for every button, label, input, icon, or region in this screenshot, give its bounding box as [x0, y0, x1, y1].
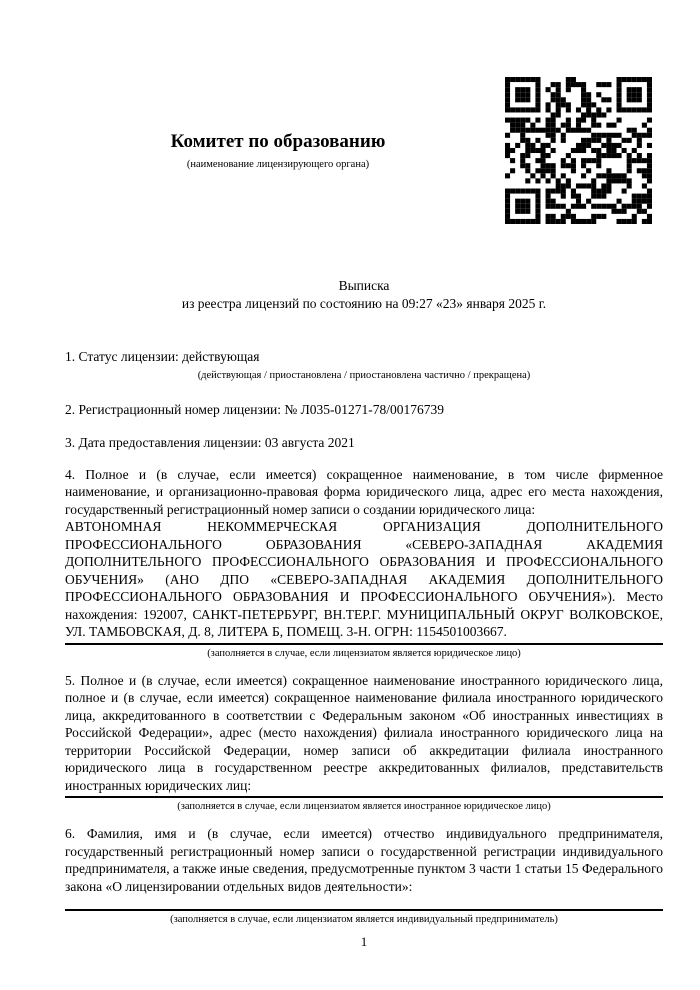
document-body — [65, 348, 663, 951]
item-3-grant-date: 3. Дата предоставления лицензии: 03 августа 2021 — [65, 435, 355, 450]
document-title-line2: из реестра лицензий по состоянию на 09:27 «23» января 2025 г. — [181, 296, 547, 311]
divider-line — [65, 909, 663, 911]
item-1-license-status: 1. Статус лицензии: действующая — [65, 349, 260, 364]
document-title — [65, 277, 663, 313]
item-5-foreign-entity: 5. Полное и (в случае, если имеется) сокращенное наименование иностранного юридического лица, полное и (в случае, если имеется) сокращенное наименование филиала иностранного юридического лица, аккредитованного в соответствии с Федеральным законом «Об иностранных инвестициях в Российской Федерации», адрес (место нахождения) филиала иностранного юридического лица на территории Российской Федерации, номер записи об аккредитации филиала иностранного юридического лица в государственном реестре аккредитованных филиалов, представительств иностранных юридических лиц: — [65, 672, 663, 793]
page-number: 1 — [360, 934, 368, 949]
item-6-individual-entrepreneur: 6. Фамилия, имя и (в случае, если имеется) отчество индивидуального предпринимателя, государственный регистрационный номер записи о государственной регистрации индивидуального предпринимателя, а также иные сведения, предусмотренные пунктом 3 части 1 статьи 15 Федерального закона «О лицензировании отдельных видов деятельности»: — [65, 826, 663, 894]
item-5-caption: (заполняется в случае, если лицензиатом является иностранное юридическое лицо) — [177, 801, 551, 812]
item-2-registration-number: 2. Регистрационный номер лицензии: № Л035-01271-78/00176739 — [65, 401, 445, 417]
qr-code — [505, 77, 652, 224]
item-1-caption: (действующая / приостановлена / приостановлена частично / прекращена) — [197, 369, 531, 381]
licensing-authority-block — [65, 131, 491, 171]
divider-line — [65, 796, 663, 798]
item-4-legal-entity-value: АВТОНОМНАЯ НЕКОММЕРЧЕСКАЯ ОРГАНИЗАЦИЯ ДОПОЛНИТЕЛЬНОГО ПРОФЕССИОНАЛЬНОГО ОБРАЗОВАНИЯ «СЕВЕРО-ЗАПАДНАЯ АКАДЕМИЯ ДОПОЛНИТЕЛЬНОГО ПРОФЕССИОНАЛЬНОГО ОБРАЗОВАНИЯ И ПРОФЕССИОНАЛЬНОГО ОБУЧЕНИЯ» (АНО ДПО «СЕВЕРО-ЗАПАДНАЯ АКАДЕМИЯ ДОПОЛНИТЕЛЬНОГО ПРОФЕССИОНАЛЬНОГО ОБРАЗОВАНИЯ И ПРОФЕССИОНАЛЬНОГО ОБУЧЕНИЯ»). Место нахождения: 192007, САНКТ-ПЕТЕРБУРГ, ВН.ТЕР.Г. МУНИЦИПАЛЬНЫЙ ОКРУГ ВОЛКОВСКОЕ, УЛ. ТАМБОВСКАЯ, Д. 8, ЛИТЕРА Б, ПОМЕЩ. 3-Н. ОГРН: 1154501003667. — [65, 519, 663, 639]
item-4-caption: (заполняется в случае, если лицензиатом является юридическое лицо) — [207, 647, 521, 659]
item-4-legal-entity-intro: 4. Полное и (в случае, если имеется) сокращенное наименование, в том числе фирменное наименование, и организационно-правовая форма юридического лица, адрес его места нахождения, государственный регистрационный номер записи о создании юридического лица: — [65, 466, 663, 517]
licensing-authority-caption: (наименование лицензирующего органа) — [186, 159, 370, 170]
licensing-authority-name: Комитет по образованию — [170, 131, 386, 152]
document-title-line1: Выписка — [338, 278, 390, 293]
item-6-caption: (заполняется в случае, если лицензиатом является индивидуальный предприниматель) — [170, 914, 558, 925]
divider-line — [65, 643, 663, 645]
